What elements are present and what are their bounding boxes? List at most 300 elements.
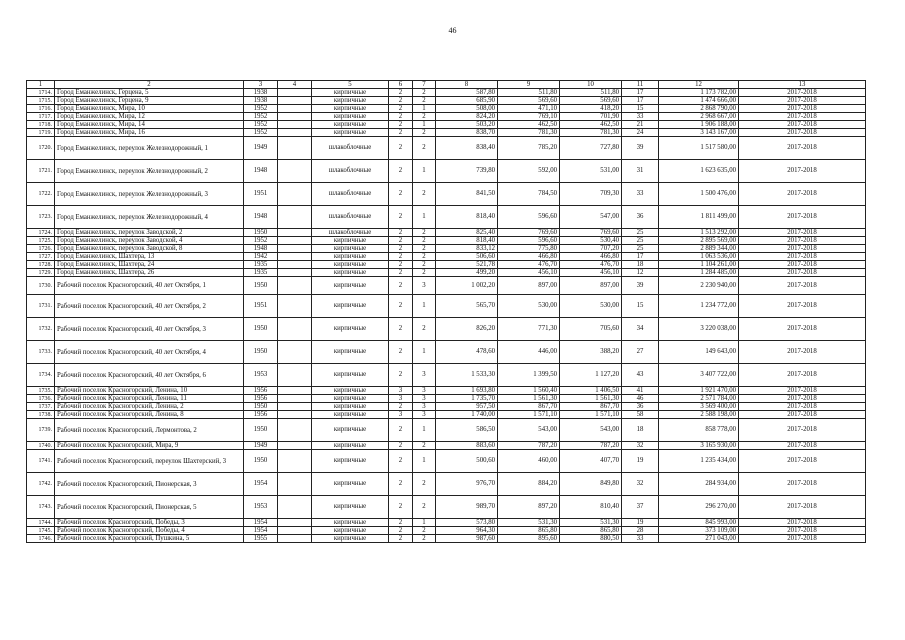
table-row [27, 183, 866, 206]
total-area-cell: 1 693,80 [436, 387, 498, 395]
year-cell: 1938 [244, 89, 278, 97]
residential-area-cell: 705,60 [560, 318, 622, 341]
living-area-cell: 895,60 [498, 535, 560, 543]
wall-material-cell: кирпичные [312, 318, 389, 341]
row-number-cell: 1716. [27, 105, 55, 113]
entrances-cell: 3 [413, 411, 436, 419]
address-cell: Город Еманжелинск, переулок Железнодорожный, 4 [55, 206, 244, 229]
total-area-cell: 883,60 [436, 442, 498, 450]
entrances-cell: 2 [413, 473, 436, 496]
cost-cell: 1 921 470,00 [659, 387, 739, 395]
residential-area-cell: 880,50 [560, 535, 622, 543]
wall-material-cell: шлакоблочные [312, 160, 389, 183]
total-area-cell: 1 002,20 [436, 277, 498, 295]
floors-cell: 2 [389, 442, 413, 450]
cost-cell: 1 500 476,00 [659, 183, 739, 206]
address-cell: Город Еманжелинск, Шахтера, 13 [55, 253, 244, 261]
entrances-cell: 2 [413, 496, 436, 519]
column-4-cell [278, 269, 312, 277]
address-cell: Город Еманжелинск, Шахтера, 26 [55, 269, 244, 277]
floors-cell: 2 [389, 261, 413, 269]
total-area-cell: 586,50 [436, 419, 498, 442]
column-4-cell [278, 535, 312, 543]
period-cell: 2017-2018 [739, 121, 866, 129]
total-area-cell: 478,60 [436, 341, 498, 364]
residential-area-cell: 781,30 [560, 129, 622, 137]
living-area-cell: 446,00 [498, 341, 560, 364]
entrances-cell: 2 [413, 527, 436, 535]
wall-material-cell: шлакоблочные [312, 206, 389, 229]
year-cell: 1950 [244, 277, 278, 295]
column-4-cell [278, 403, 312, 411]
floors-cell: 2 [389, 121, 413, 129]
address-cell: Город Еманжелинск, Мира, 10 [55, 105, 244, 113]
table-row [27, 318, 866, 341]
residents-cell: 43 [622, 364, 659, 387]
year-cell: 1950 [244, 403, 278, 411]
total-area-cell: 499,20 [436, 269, 498, 277]
cost-cell: 1 235 434,00 [659, 450, 739, 473]
column-4-cell [278, 387, 312, 395]
housing-register-table [26, 80, 866, 543]
row-number-cell: 1741. [27, 450, 55, 473]
year-cell: 1952 [244, 113, 278, 121]
floors-cell: 2 [389, 295, 413, 318]
row-number-cell: 1734. [27, 364, 55, 387]
column-4-cell [278, 183, 312, 206]
address-cell: Город Еманжелинск, Шахтера, 24 [55, 261, 244, 269]
cost-cell: 2 230 940,00 [659, 277, 739, 295]
column-header-5: 5 [312, 81, 389, 89]
total-area-cell: 957,50 [436, 403, 498, 411]
year-cell: 1954 [244, 473, 278, 496]
residents-cell: 34 [622, 318, 659, 341]
residential-area-cell: 530,00 [560, 295, 622, 318]
cost-cell: 2 868 790,00 [659, 105, 739, 113]
address-cell: Рабочий поселок Красногорский, 40 лет Октября, 4 [55, 341, 244, 364]
wall-material-cell: кирпичные [312, 277, 389, 295]
row-number-cell: 1717. [27, 113, 55, 121]
column-4-cell [278, 341, 312, 364]
address-cell: Город Еманжелинск, Герцена, 5 [55, 89, 244, 97]
table-row [27, 137, 866, 160]
residential-area-cell: 466,80 [560, 253, 622, 261]
entrances-cell: 2 [413, 89, 436, 97]
residents-cell: 31 [622, 160, 659, 183]
row-number-cell: 1719. [27, 129, 55, 137]
table-row [27, 411, 866, 419]
row-number-cell: 1722. [27, 183, 55, 206]
entrances-cell: 2 [413, 269, 436, 277]
row-number-cell: 1727. [27, 253, 55, 261]
table-row [27, 229, 866, 237]
column-header-2: 2 [55, 81, 244, 89]
period-cell: 2017-2018 [739, 277, 866, 295]
table-row [27, 519, 866, 527]
wall-material-cell: кирпичные [312, 341, 389, 364]
period-cell: 2017-2018 [739, 206, 866, 229]
table-row [27, 395, 866, 403]
cost-cell: 296 270,00 [659, 496, 739, 519]
residents-cell: 32 [622, 473, 659, 496]
year-cell: 1949 [244, 442, 278, 450]
living-area-cell: 471,10 [498, 105, 560, 113]
living-area-cell: 1 571,10 [498, 411, 560, 419]
living-area-cell: 781,30 [498, 129, 560, 137]
total-area-cell: 503,20 [436, 121, 498, 129]
column-header-8: 8 [436, 81, 498, 89]
period-cell: 2017-2018 [739, 364, 866, 387]
residential-area-cell: 769,60 [560, 229, 622, 237]
residents-cell: 25 [622, 229, 659, 237]
table-row [27, 206, 866, 229]
floors-cell: 2 [389, 183, 413, 206]
table-header-row [27, 81, 866, 89]
address-cell: Рабочий поселок Красногорский, Победы, 4 [55, 527, 244, 535]
column-header-12: 12 [659, 81, 739, 89]
wall-material-cell: кирпичные [312, 419, 389, 442]
floors-cell: 2 [389, 277, 413, 295]
row-number-cell: 1736. [27, 395, 55, 403]
wall-material-cell: кирпичные [312, 129, 389, 137]
total-area-cell: 573,80 [436, 519, 498, 527]
total-area-cell: 500,60 [436, 450, 498, 473]
entrances-cell: 2 [413, 229, 436, 237]
column-header-1: 1 [27, 81, 55, 89]
table-row [27, 341, 866, 364]
entrances-cell: 1 [413, 450, 436, 473]
residential-area-cell: 462,50 [560, 121, 622, 129]
column-4-cell [278, 527, 312, 535]
entrances-cell: 1 [413, 519, 436, 527]
table-row [27, 450, 866, 473]
residential-area-cell: 547,00 [560, 206, 622, 229]
cost-cell: 858 778,00 [659, 419, 739, 442]
table-row [27, 419, 866, 442]
floors-cell: 2 [389, 89, 413, 97]
wall-material-cell: кирпичные [312, 496, 389, 519]
cost-cell: 3 165 930,00 [659, 442, 739, 450]
residents-cell: 17 [622, 89, 659, 97]
row-number-cell: 1745. [27, 527, 55, 535]
residents-cell: 25 [622, 237, 659, 245]
period-cell: 2017-2018 [739, 295, 866, 318]
table-row [27, 129, 866, 137]
residents-cell: 33 [622, 535, 659, 543]
year-cell: 1956 [244, 395, 278, 403]
row-number-cell: 1715. [27, 97, 55, 105]
year-cell: 1950 [244, 419, 278, 442]
row-number-cell: 1728. [27, 261, 55, 269]
row-number-cell: 1744. [27, 519, 55, 527]
address-cell: Город Еманжелинск, переулок Заводской, 8 [55, 245, 244, 253]
entrances-cell: 3 [413, 395, 436, 403]
address-cell: Рабочий поселок Красногорский, Победы, 3 [55, 519, 244, 527]
cost-cell: 1 517 580,00 [659, 137, 739, 160]
residential-area-cell: 865,80 [560, 527, 622, 535]
entrances-cell: 2 [413, 97, 436, 105]
column-4-cell [278, 229, 312, 237]
row-number-cell: 1720. [27, 137, 55, 160]
table-row [27, 403, 866, 411]
column-4-cell [278, 113, 312, 121]
period-cell: 2017-2018 [739, 387, 866, 395]
wall-material-cell: кирпичные [312, 89, 389, 97]
column-4-cell [278, 97, 312, 105]
living-area-cell: 596,60 [498, 237, 560, 245]
column-4-cell [278, 129, 312, 137]
column-4-cell [278, 160, 312, 183]
year-cell: 1942 [244, 253, 278, 261]
living-area-cell: 769,60 [498, 229, 560, 237]
residents-cell: 17 [622, 97, 659, 105]
wall-material-cell: кирпичные [312, 473, 389, 496]
year-cell: 1938 [244, 97, 278, 105]
entrances-cell: 2 [413, 318, 436, 341]
address-cell: Город Еманжелинск, переулок Заводской, 2 [55, 229, 244, 237]
year-cell: 1950 [244, 229, 278, 237]
row-number-cell: 1733. [27, 341, 55, 364]
table-row [27, 295, 866, 318]
residential-area-cell: 707,20 [560, 245, 622, 253]
residents-cell: 46 [622, 395, 659, 403]
wall-material-cell: кирпичные [312, 253, 389, 261]
row-number-cell: 1739. [27, 419, 55, 442]
column-4-cell [278, 295, 312, 318]
entrances-cell: 2 [413, 113, 436, 121]
entrances-cell: 2 [413, 245, 436, 253]
total-area-cell: 989,70 [436, 496, 498, 519]
address-cell: Рабочий поселок Красногорский, Пионерская, 5 [55, 496, 244, 519]
cost-cell: 3 143 167,00 [659, 129, 739, 137]
period-cell: 2017-2018 [739, 419, 866, 442]
floors-cell: 2 [389, 137, 413, 160]
wall-material-cell: кирпичные [312, 450, 389, 473]
residents-cell: 36 [622, 206, 659, 229]
cost-cell: 2 571 784,00 [659, 395, 739, 403]
year-cell: 1949 [244, 137, 278, 160]
row-number-cell: 1714. [27, 89, 55, 97]
period-cell: 2017-2018 [739, 137, 866, 160]
column-header-7: 7 [413, 81, 436, 89]
total-area-cell: 818,40 [436, 206, 498, 229]
living-area-cell: 867,70 [498, 403, 560, 411]
entrances-cell: 2 [413, 253, 436, 261]
column-4-cell [278, 237, 312, 245]
residential-area-cell: 476,70 [560, 261, 622, 269]
row-number-cell: 1738. [27, 411, 55, 419]
column-4-cell [278, 411, 312, 419]
address-cell: Город Еманжелинск, Мира, 16 [55, 129, 244, 137]
cost-cell: 1 234 772,00 [659, 295, 739, 318]
total-area-cell: 818,40 [436, 237, 498, 245]
entrances-cell: 1 [413, 121, 436, 129]
period-cell: 2017-2018 [739, 403, 866, 411]
living-area-cell: 787,20 [498, 442, 560, 450]
floors-cell: 2 [389, 113, 413, 121]
residents-cell: 39 [622, 277, 659, 295]
residential-area-cell: 531,30 [560, 519, 622, 527]
residents-cell: 24 [622, 129, 659, 137]
table-row [27, 496, 866, 519]
total-area-cell: 964,30 [436, 527, 498, 535]
row-number-cell: 1732. [27, 318, 55, 341]
cost-cell: 1 811 499,00 [659, 206, 739, 229]
residential-area-cell: 849,80 [560, 473, 622, 496]
cost-cell: 284 934,00 [659, 473, 739, 496]
year-cell: 1956 [244, 387, 278, 395]
residential-area-cell: 388,20 [560, 341, 622, 364]
floors-cell: 2 [389, 253, 413, 261]
table-row [27, 387, 866, 395]
entrances-cell: 2 [413, 129, 436, 137]
wall-material-cell: кирпичные [312, 121, 389, 129]
column-header-3: 3 [244, 81, 278, 89]
row-number-cell: 1731. [27, 295, 55, 318]
wall-material-cell: кирпичные [312, 261, 389, 269]
entrances-cell: 3 [413, 277, 436, 295]
total-area-cell: 825,40 [436, 229, 498, 237]
total-area-cell: 833,12 [436, 245, 498, 253]
floors-cell: 2 [389, 341, 413, 364]
residential-area-cell: 1 571,10 [560, 411, 622, 419]
total-area-cell: 1 533,30 [436, 364, 498, 387]
entrances-cell: 1 [413, 419, 436, 442]
total-area-cell: 826,20 [436, 318, 498, 341]
year-cell: 1954 [244, 527, 278, 535]
row-number-cell: 1737. [27, 403, 55, 411]
year-cell: 1935 [244, 261, 278, 269]
address-cell: Город Еманжелинск, Герцена, 9 [55, 97, 244, 105]
floors-cell: 2 [389, 473, 413, 496]
wall-material-cell: кирпичные [312, 535, 389, 543]
residents-cell: 58 [622, 411, 659, 419]
year-cell: 1951 [244, 183, 278, 206]
residents-cell: 41 [622, 387, 659, 395]
total-area-cell: 506,60 [436, 253, 498, 261]
column-4-cell [278, 137, 312, 160]
table-row [27, 89, 866, 97]
residents-cell: 39 [622, 137, 659, 160]
living-area-cell: 531,30 [498, 519, 560, 527]
period-cell: 2017-2018 [739, 473, 866, 496]
wall-material-cell: кирпичные [312, 97, 389, 105]
floors-cell: 2 [389, 419, 413, 442]
floors-cell: 3 [389, 387, 413, 395]
column-4-cell [278, 245, 312, 253]
period-cell: 2017-2018 [739, 229, 866, 237]
total-area-cell: 1 740,00 [436, 411, 498, 419]
table-row [27, 253, 866, 261]
living-area-cell: 771,30 [498, 318, 560, 341]
wall-material-cell: кирпичные [312, 245, 389, 253]
table-row [27, 473, 866, 496]
column-4-cell [278, 442, 312, 450]
entrances-cell: 1 [413, 160, 436, 183]
total-area-cell: 565,70 [436, 295, 498, 318]
living-area-cell: 1 560,40 [498, 387, 560, 395]
residential-area-cell: 543,00 [560, 419, 622, 442]
column-header-11: 11 [622, 81, 659, 89]
row-number-cell: 1743. [27, 496, 55, 519]
cost-cell: 3 220 038,00 [659, 318, 739, 341]
residential-area-cell: 418,20 [560, 105, 622, 113]
living-area-cell: 460,00 [498, 450, 560, 473]
residential-area-cell: 1 561,30 [560, 395, 622, 403]
living-area-cell: 530,00 [498, 295, 560, 318]
living-area-cell: 462,50 [498, 121, 560, 129]
total-area-cell: 976,70 [436, 473, 498, 496]
entrances-cell: 2 [413, 442, 436, 450]
wall-material-cell: кирпичные [312, 269, 389, 277]
year-cell: 1948 [244, 206, 278, 229]
year-cell: 1935 [244, 269, 278, 277]
cost-cell: 1 284 485,00 [659, 269, 739, 277]
residential-area-cell: 787,20 [560, 442, 622, 450]
year-cell: 1954 [244, 519, 278, 527]
entrances-cell: 3 [413, 364, 436, 387]
floors-cell: 2 [389, 269, 413, 277]
column-header-13: 13 [739, 81, 866, 89]
residents-cell: 15 [622, 105, 659, 113]
table-row [27, 535, 866, 543]
cost-cell: 1 513 292,00 [659, 229, 739, 237]
cost-cell: 2 889 344,00 [659, 245, 739, 253]
wall-material-cell: кирпичные [312, 113, 389, 121]
floors-cell: 2 [389, 129, 413, 137]
year-cell: 1952 [244, 105, 278, 113]
period-cell: 2017-2018 [739, 527, 866, 535]
row-number-cell: 1735. [27, 387, 55, 395]
entrances-cell: 2 [413, 183, 436, 206]
period-cell: 2017-2018 [739, 237, 866, 245]
residential-area-cell: 1 406,50 [560, 387, 622, 395]
address-cell: Город Еманжелинск, Мира, 12 [55, 113, 244, 121]
floors-cell: 2 [389, 206, 413, 229]
page-number: 46 [448, 26, 457, 35]
period-cell: 2017-2018 [739, 160, 866, 183]
cost-cell: 271 043,00 [659, 535, 739, 543]
entrances-cell: 2 [413, 237, 436, 245]
column-4-cell [278, 519, 312, 527]
wall-material-cell: шлакоблочные [312, 229, 389, 237]
total-area-cell: 521,78 [436, 261, 498, 269]
address-cell: Рабочий поселок Красногорский, Ленина, 11 [55, 395, 244, 403]
wall-material-cell: кирпичные [312, 364, 389, 387]
residents-cell: 33 [622, 113, 659, 121]
floors-cell: 2 [389, 245, 413, 253]
living-area-cell: 596,60 [498, 206, 560, 229]
table-row [27, 527, 866, 535]
cost-cell: 1 474 666,00 [659, 97, 739, 105]
entrances-cell: 1 [413, 295, 436, 318]
period-cell: 2017-2018 [739, 395, 866, 403]
table-row [27, 113, 866, 121]
living-area-cell: 897,00 [498, 277, 560, 295]
year-cell: 1950 [244, 341, 278, 364]
period-cell: 2017-2018 [739, 496, 866, 519]
wall-material-cell: кирпичные [312, 387, 389, 395]
column-4-cell [278, 261, 312, 269]
residential-area-cell: 810,40 [560, 496, 622, 519]
period-cell: 2017-2018 [739, 97, 866, 105]
floors-cell: 3 [389, 411, 413, 419]
period-cell: 2017-2018 [739, 341, 866, 364]
wall-material-cell: кирпичные [312, 237, 389, 245]
floors-cell: 2 [389, 403, 413, 411]
address-cell: Город Еманжелинск, переулок Железнодорожный, 2 [55, 160, 244, 183]
period-cell: 2017-2018 [739, 113, 866, 121]
